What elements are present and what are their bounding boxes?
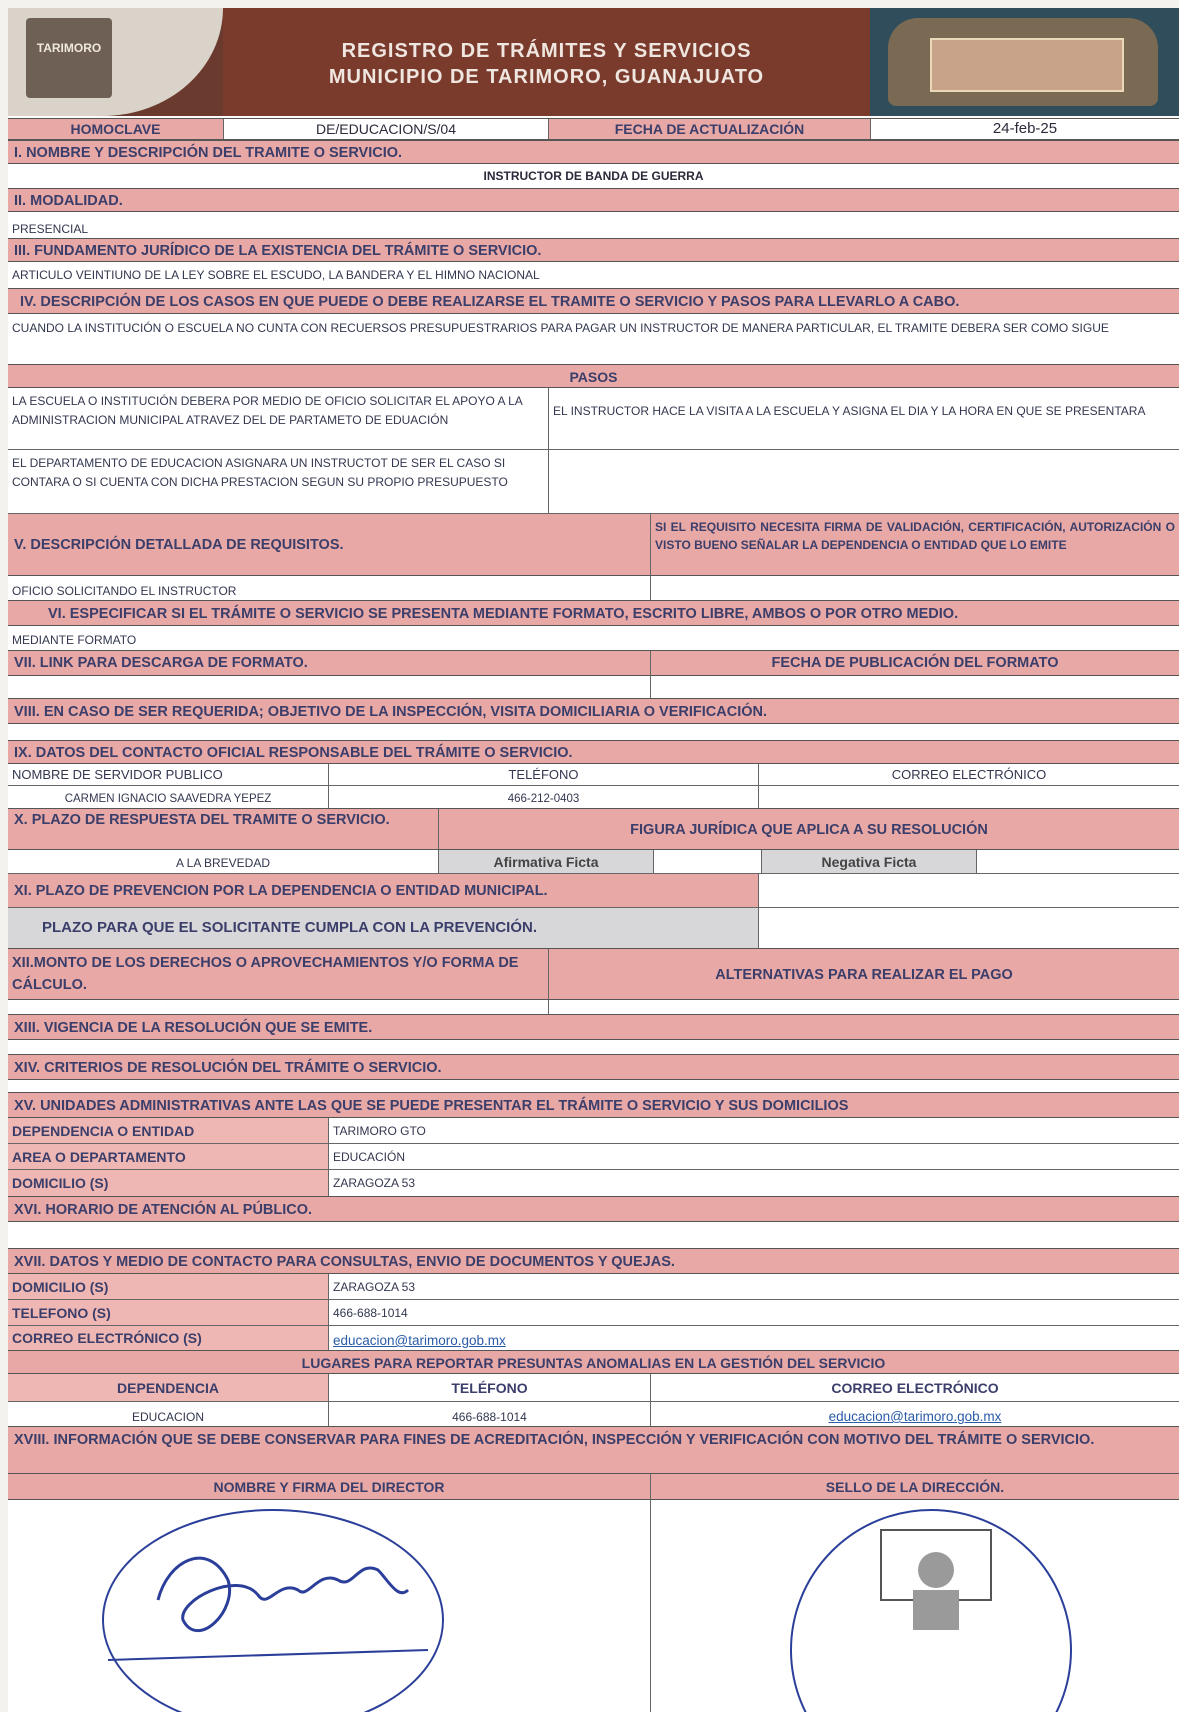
- lugares-header-row: [8, 1374, 1179, 1402]
- direction-stamp: [651, 1500, 1179, 1712]
- contacto-email-link[interactable]: educacion@tarimoro.gob.mx: [333, 1333, 506, 1348]
- unidad-value-2: EDUCACIÓN: [328, 1144, 1179, 1169]
- lugares-email-link[interactable]: educacion@tarimoro.gob.mx: [828, 1409, 1002, 1424]
- unidad-row-2: [8, 1144, 1179, 1170]
- contact-header-row: [8, 764, 1179, 786]
- firma-header-row: [8, 1474, 1179, 1500]
- fecha-value: 24-feb-25: [870, 119, 1179, 139]
- header: [8, 8, 1179, 118]
- fecha-label: FECHA DE ACTUALIZACIÓN: [548, 119, 870, 139]
- lugares-col-correo: CORREO ELECTRÓNICO: [650, 1374, 1179, 1401]
- section-1-value: INSTRUCTOR DE BANDA DE GUERRA: [8, 164, 1179, 188]
- section-4-value: CUANDO LA INSTITUCIÓN O ESCUELA NO CUNTA CON RECUERSOS PRESUPUESTRARIOS PARA PAGAR UN INSTRUCTOR DE MANERA PARTICULAR, EL TRAMITE DEBERA SER COMO SIGUE: [8, 314, 1179, 364]
- pasos-row-2: [8, 450, 1179, 514]
- logo-area: [8, 8, 223, 116]
- lugares-col-dependencia: DEPENDENCIA: [8, 1374, 328, 1401]
- section-18-header: [8, 1426, 1179, 1474]
- section-11-title: XI. PLAZO DE PREVENCION POR LA DEPENDENCIA O ENTIDAD MUNICIPAL.: [8, 874, 758, 907]
- contacto-label-2: TELEFONO (S): [8, 1300, 328, 1325]
- section-4-title: IV. DESCRIPCIÓN DE LOS CASOS EN QUE PUEDE O DEBE REALIZARSE EL TRAMITE O SERVICIO Y PASOS PARA LLEVARLO A CABO.: [8, 288, 1179, 314]
- section-6-title: VI. ESPECIFICAR SI EL TRÁMITE O SERVICIO SE PRESENTA MEDIANTE FORMATO, ESCRITO LIBRE, AMBOS O POR OTRO MEDIO.: [8, 600, 1179, 626]
- section-14-title: XIV. CRITERIOS DE RESOLUCIÓN DEL TRÁMITE O SERVICIO.: [8, 1054, 1179, 1080]
- section-18-title: XVIII. INFORMACIÓN QUE SE DEBE CONSERVAR PARA FINES DE ACREDITACIÓN, INSPECCIÓN Y VERIFICACIÓN CON MOTIVO DEL TRÁMITE O SERVICIO.: [14, 1432, 1095, 1448]
- lugares-value-row: [8, 1402, 1179, 1426]
- paso-1: LA ESCUELA O INSTITUCIÓN DEBERA POR MEDIO DE OFICIO SOLICITAR EL APOYO A LA ADMINISTRACION MUNICIPAL ATRAVEZ DEL DE PARTAMETO DE EDUACIÓN: [12, 394, 523, 427]
- unidad-label-1: DEPENDENCIA O ENTIDAD: [8, 1118, 328, 1143]
- section-11-sub: PLAZO PARA QUE EL SOLICITANTE CUMPLA CON LA PREVENCIÓN.: [8, 908, 758, 948]
- section-7-title: VII. LINK PARA DESCARGA DE FORMATO.: [14, 655, 308, 671]
- col-telefono: TELÉFONO: [328, 764, 758, 785]
- contact-phone: 466-212-0403: [328, 786, 758, 808]
- section-10-right: FIGURA JURÍDICA QUE APLICA A SU RESOLUCIÓN: [438, 809, 1179, 849]
- paso-2: EL INSTRUCTOR HACE LA VISITA A LA ESCUELA Y ASIGNA EL DIA Y LA HORA EN QUE SE PRESENTARA: [548, 388, 1179, 449]
- contacto-value-1: ZARAGOZA 53: [328, 1274, 1179, 1299]
- tarimoro-logo: TARIMORO: [26, 18, 112, 98]
- section-7-right: FECHA DE PUBLICACIÓN DEL FORMATO: [650, 651, 1179, 675]
- section-12-header: [8, 948, 1179, 1000]
- section-10-title: X. PLAZO DE RESPUESTA DEL TRAMITE O SERVICIO.: [14, 812, 390, 828]
- firma-label: NOMBRE Y FIRMA DEL DIRECTOR: [213, 1479, 445, 1495]
- paso-3: EL DEPARTAMENTO DE EDUCACION ASIGNARA UN INSTRUCTOT DE SER EL CASO SI CONTARA O SI CUENTA CON DICHA PRESTACION SEGUN SU PROPIO PRESUPUESTO: [12, 456, 508, 489]
- negativa-ficta: Negativa Ficta: [761, 850, 976, 873]
- contacto-value-2: 466-688-1014: [328, 1300, 1179, 1325]
- section-6-value: MEDIANTE FORMATO: [8, 626, 1179, 650]
- title-line1: REGISTRO DE TRÁMITES Y SERVICIOS: [341, 40, 752, 62]
- sello-label: SELLO DE LA DIRECCIÓN.: [650, 1474, 1179, 1499]
- section-1-title: I. NOMBRE Y DESCRIPCIÓN DEL TRAMITE O SERVICIO.: [8, 140, 1179, 164]
- homoclave-value: DE/EDUCACION/S/04: [223, 119, 548, 139]
- unidad-value-1: TARIMORO GTO: [328, 1118, 1179, 1143]
- section-2-value: PRESENCIAL: [8, 212, 1179, 238]
- unidad-row-3: [8, 1170, 1179, 1196]
- contact-value-row: [8, 786, 1179, 808]
- lugares-correo-cell: [650, 1402, 1179, 1426]
- pasos-header: PASOS: [8, 364, 1179, 388]
- section-17-title: XVII. DATOS Y MEDIO DE CONTACTO PARA CONSULTAS, ENVIO DE DOCUMENTOS Y QUEJAS.: [8, 1248, 1179, 1274]
- contacto-row-1: [8, 1274, 1179, 1300]
- meta-row: [8, 118, 1179, 140]
- section-9-title: IX. DATOS DEL CONTACTO OFICIAL RESPONSABLE DEL TRÁMITE O SERVICIO.: [8, 740, 1179, 764]
- unidad-value-3: ZARAGOZA 53: [328, 1170, 1179, 1196]
- unidad-row-1: [8, 1118, 1179, 1144]
- lugares-title: LUGARES PARA REPORTAR PRESUNTAS ANOMALIAS EN LA GESTIÓN DEL SERVICIO: [8, 1350, 1179, 1374]
- title-line2: MUNICIPIO DE TARIMORO, GUANAJUATO: [328, 66, 765, 88]
- pasos-row-1: [8, 388, 1179, 450]
- contacto-label-3: CORREO ELECTRÓNICO (S): [8, 1326, 328, 1350]
- section-8-title: VIII. EN CASO DE SER REQUERIDA; OBJETIVO DE LA INSPECCIÓN, VISITA DOMICILIARIA O VERIFICACIÓN.: [8, 698, 1179, 724]
- contacto-row-3: [8, 1326, 1179, 1350]
- section-10-value: A LA BREVEDAD: [175, 856, 271, 870]
- lugares-col-telefono: TELÉFONO: [328, 1374, 650, 1401]
- section-3-value: ARTICULO VEINTIUNO DE LA LEY SOBRE EL ESCUDO, LA BANDERA Y EL HIMNO NACIONAL: [8, 262, 1179, 288]
- contacto-email-cell: [328, 1326, 1179, 1350]
- col-correo: CORREO ELECTRÓNICO: [758, 764, 1179, 785]
- seal-cell: [650, 1500, 1179, 1712]
- section-11-header: [8, 874, 1179, 908]
- header-title: [223, 8, 870, 116]
- unidad-label-3: DOMICILIO (S): [8, 1170, 328, 1196]
- lugares-telefono: 466-688-1014: [328, 1402, 650, 1426]
- section-16-title: XVI. HORARIO DE ATENCIÓN AL PÚBLICO.: [8, 1196, 1179, 1222]
- section-11-sub-row: [8, 908, 1179, 948]
- col-servidor: NOMBRE DE SERVIDOR PUBLICO: [12, 767, 223, 782]
- section-10-value-row: [8, 850, 1179, 874]
- section-7-header: [8, 650, 1179, 676]
- section-5-value-row: [8, 576, 1179, 600]
- signature-cell: [8, 1500, 650, 1712]
- section-2-title: II. MODALIDAD.: [8, 188, 1179, 212]
- homoclave-label: HOMOCLAVE: [8, 119, 223, 139]
- section-12-right: ALTERNATIVAS PARA REALIZAR EL PAGO: [548, 949, 1179, 999]
- section-13-title: XIII. VIGENCIA DE LA RESOLUCIÓN QUE SE EMITE.: [8, 1014, 1179, 1040]
- director-signature: [8, 1500, 650, 1712]
- afirmativa-ficta: Afirmativa Ficta: [438, 850, 653, 873]
- section-3-title: III. FUNDAMENTO JURÍDICO DE LA EXISTENCIA DEL TRÁMITE O SERVICIO.: [8, 238, 1179, 262]
- municipal-seal-image: [870, 8, 1179, 116]
- firma-area: [8, 1500, 1179, 1712]
- contacto-row-2: [8, 1300, 1179, 1326]
- contacto-label-1: DOMICILIO (S): [8, 1274, 328, 1299]
- section-5-header: [8, 514, 1179, 576]
- section-5-title: V. DESCRIPCIÓN DETALLADA DE REQUISITOS.: [14, 537, 344, 553]
- section-5-right: SI EL REQUISITO NECESITA FIRMA DE VALIDACIÓN, CERTIFICACIÓN, AUTORIZACIÓN O VISTO BUENO SEÑALAR LA DEPENDENCIA O ENTIDAD QUE LO EMITE: [650, 514, 1179, 575]
- contact-name: CARMEN IGNACIO SAAVEDRA YEPEZ: [64, 793, 272, 805]
- section-15-title: XV. UNIDADES ADMINISTRATIVAS ANTE LAS QUE SE PUEDE PRESENTAR EL TRÁMITE O SERVICIO Y SUS DOMICILIOS: [8, 1092, 1179, 1118]
- section-12-title: XII.MONTO DE LOS DERECHOS O APROVECHAMIENTOS Y/O FORMA DE CÁLCULO.: [12, 955, 519, 993]
- form-page: [8, 8, 1179, 1712]
- section-5-value: OFICIO SOLICITANDO EL INSTRUCTOR: [12, 584, 237, 598]
- unidad-label-2: AREA O DEPARTAMENTO: [8, 1144, 328, 1169]
- lugares-dependencia: EDUCACION: [131, 1410, 204, 1424]
- section-10-header: [8, 808, 1179, 850]
